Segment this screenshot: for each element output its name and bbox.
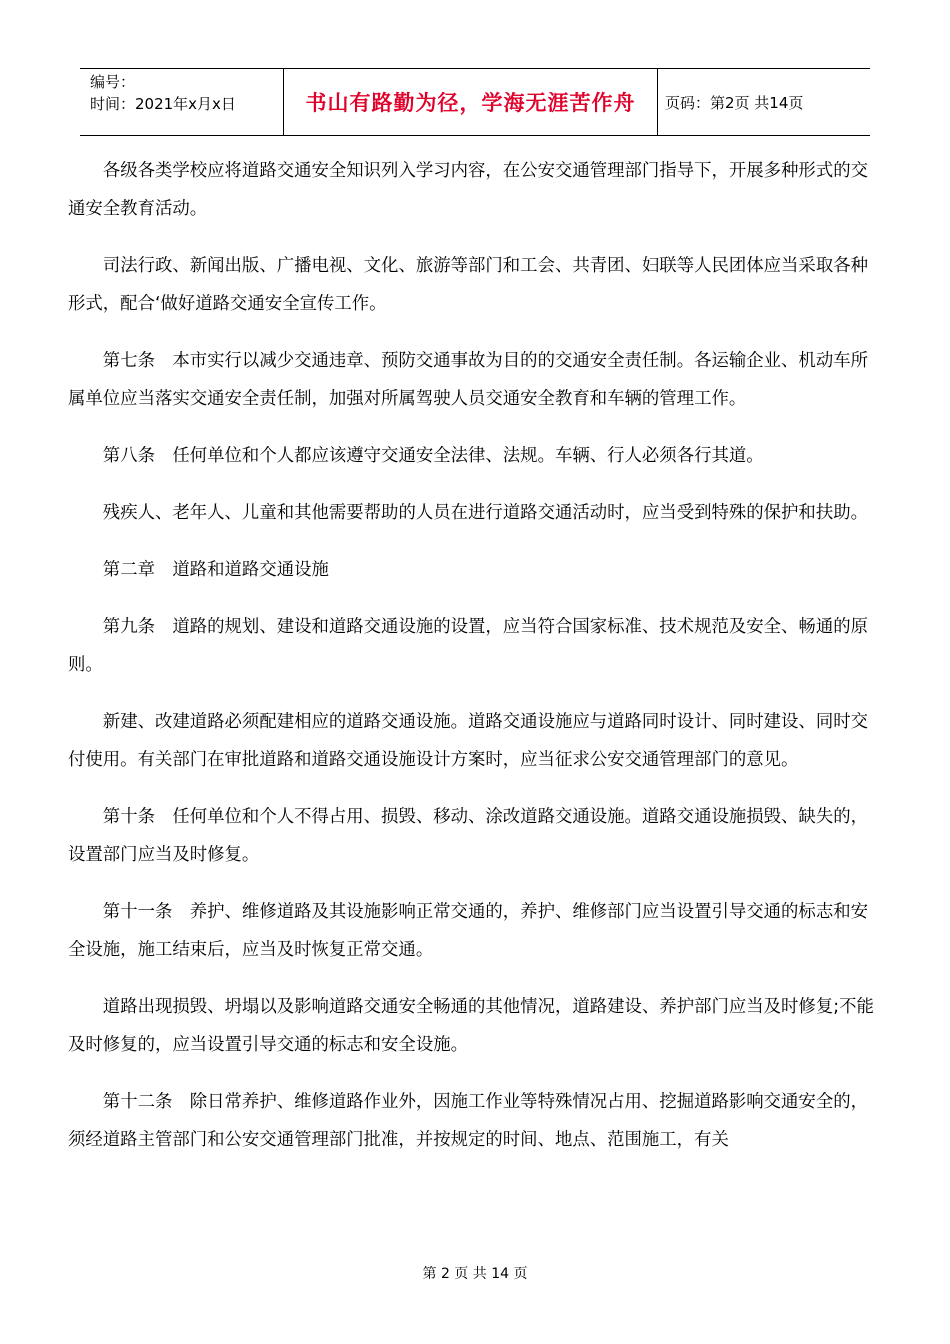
page-code: 页码：第2页 共14页 (665, 94, 804, 112)
page-footer (0, 1263, 950, 1283)
page-header (80, 68, 870, 136)
paragraph: 第十一条 养护、维修道路及其设施影响正常交通的，养护、维修部门应当设置引导交通的标志和安全设施，施工结束后，应当及时恢复正常交通。 (68, 902, 868, 960)
footer-page-label: 第 2 页 共 14 页 (422, 1266, 528, 1282)
paragraph: 司法行政、新闻出版、广播电视、文化、旅游等部门和工会、共青团、妇联等人民团体应当采取各种形式，配合‘做好道路交通安全宣传工作。 (68, 256, 868, 314)
time-label: 时间：2021年x月x日 (90, 95, 236, 113)
chapter-heading: 第二章 道路和道路交通设施 (102, 560, 329, 580)
number-label: 编号： (90, 73, 136, 91)
paragraph: 道路出现损毁、坍塌以及影响道路交通安全畅通的其他情况，道路建设、养护部门应当及时修复;不能及时修复的，应当设置引导交通的标志和安全设施。 (68, 997, 874, 1055)
motto-cell (283, 69, 658, 135)
paragraph: 第七条 本市实行以减少交通违章、预防交通事故为目的的交通安全责任制。各运输企业、机动车所属单位应当落实交通安全责任制，加强对所属驾驶人员交通安全教育和车辆的管理工作。 (68, 351, 868, 409)
paragraph: 第八条 任何单位和个人都应该遵守交通安全法律、法规。车辆、行人必须各行其道。 (102, 446, 764, 466)
paragraph: 第九条 道路的规划、建设和道路交通设施的设置，应当符合国家标准、技术规范及安全、畅通的原则。 (68, 617, 868, 675)
document-body (68, 152, 880, 1178)
motto-text: 书山有路勤为径，学海无涯苦作舟 (305, 91, 636, 115)
paragraph: 残疾人、老年人、儿童和其他需要帮助的人员在进行道路交通活动时，应当受到特殊的保护和扶助。 (102, 503, 868, 523)
header-meta (90, 71, 236, 115)
paragraph: 各级各类学校应将道路交通安全知识列入学习内容，在公安交通管理部门指导下，开展多种形式的交通安全教育活动。 (68, 161, 868, 219)
paragraph: 第十条 任何单位和个人不得占用、损毁、移动、涂改道路交通设施。道路交通设施损毁、缺失的，设置部门应当及时修复。 (68, 807, 868, 865)
paragraph: 新建、改建道路必须配建相应的道路交通设施。道路交通设施应与道路同时设计、同时建设、同时交付使用。有关部门在审批道路和道路交通设施设计方案时，应当征求公安交通管理部门的意见。 (68, 712, 868, 770)
paragraph: 第十二条 除日常养护、维修道路作业外，因施工作业等特殊情况占用、挖掘道路影响交通安全的，须经道路主管部门和公安交通管理部门批准，并按规定的时间、地点、范围施工，有关 (68, 1092, 868, 1150)
